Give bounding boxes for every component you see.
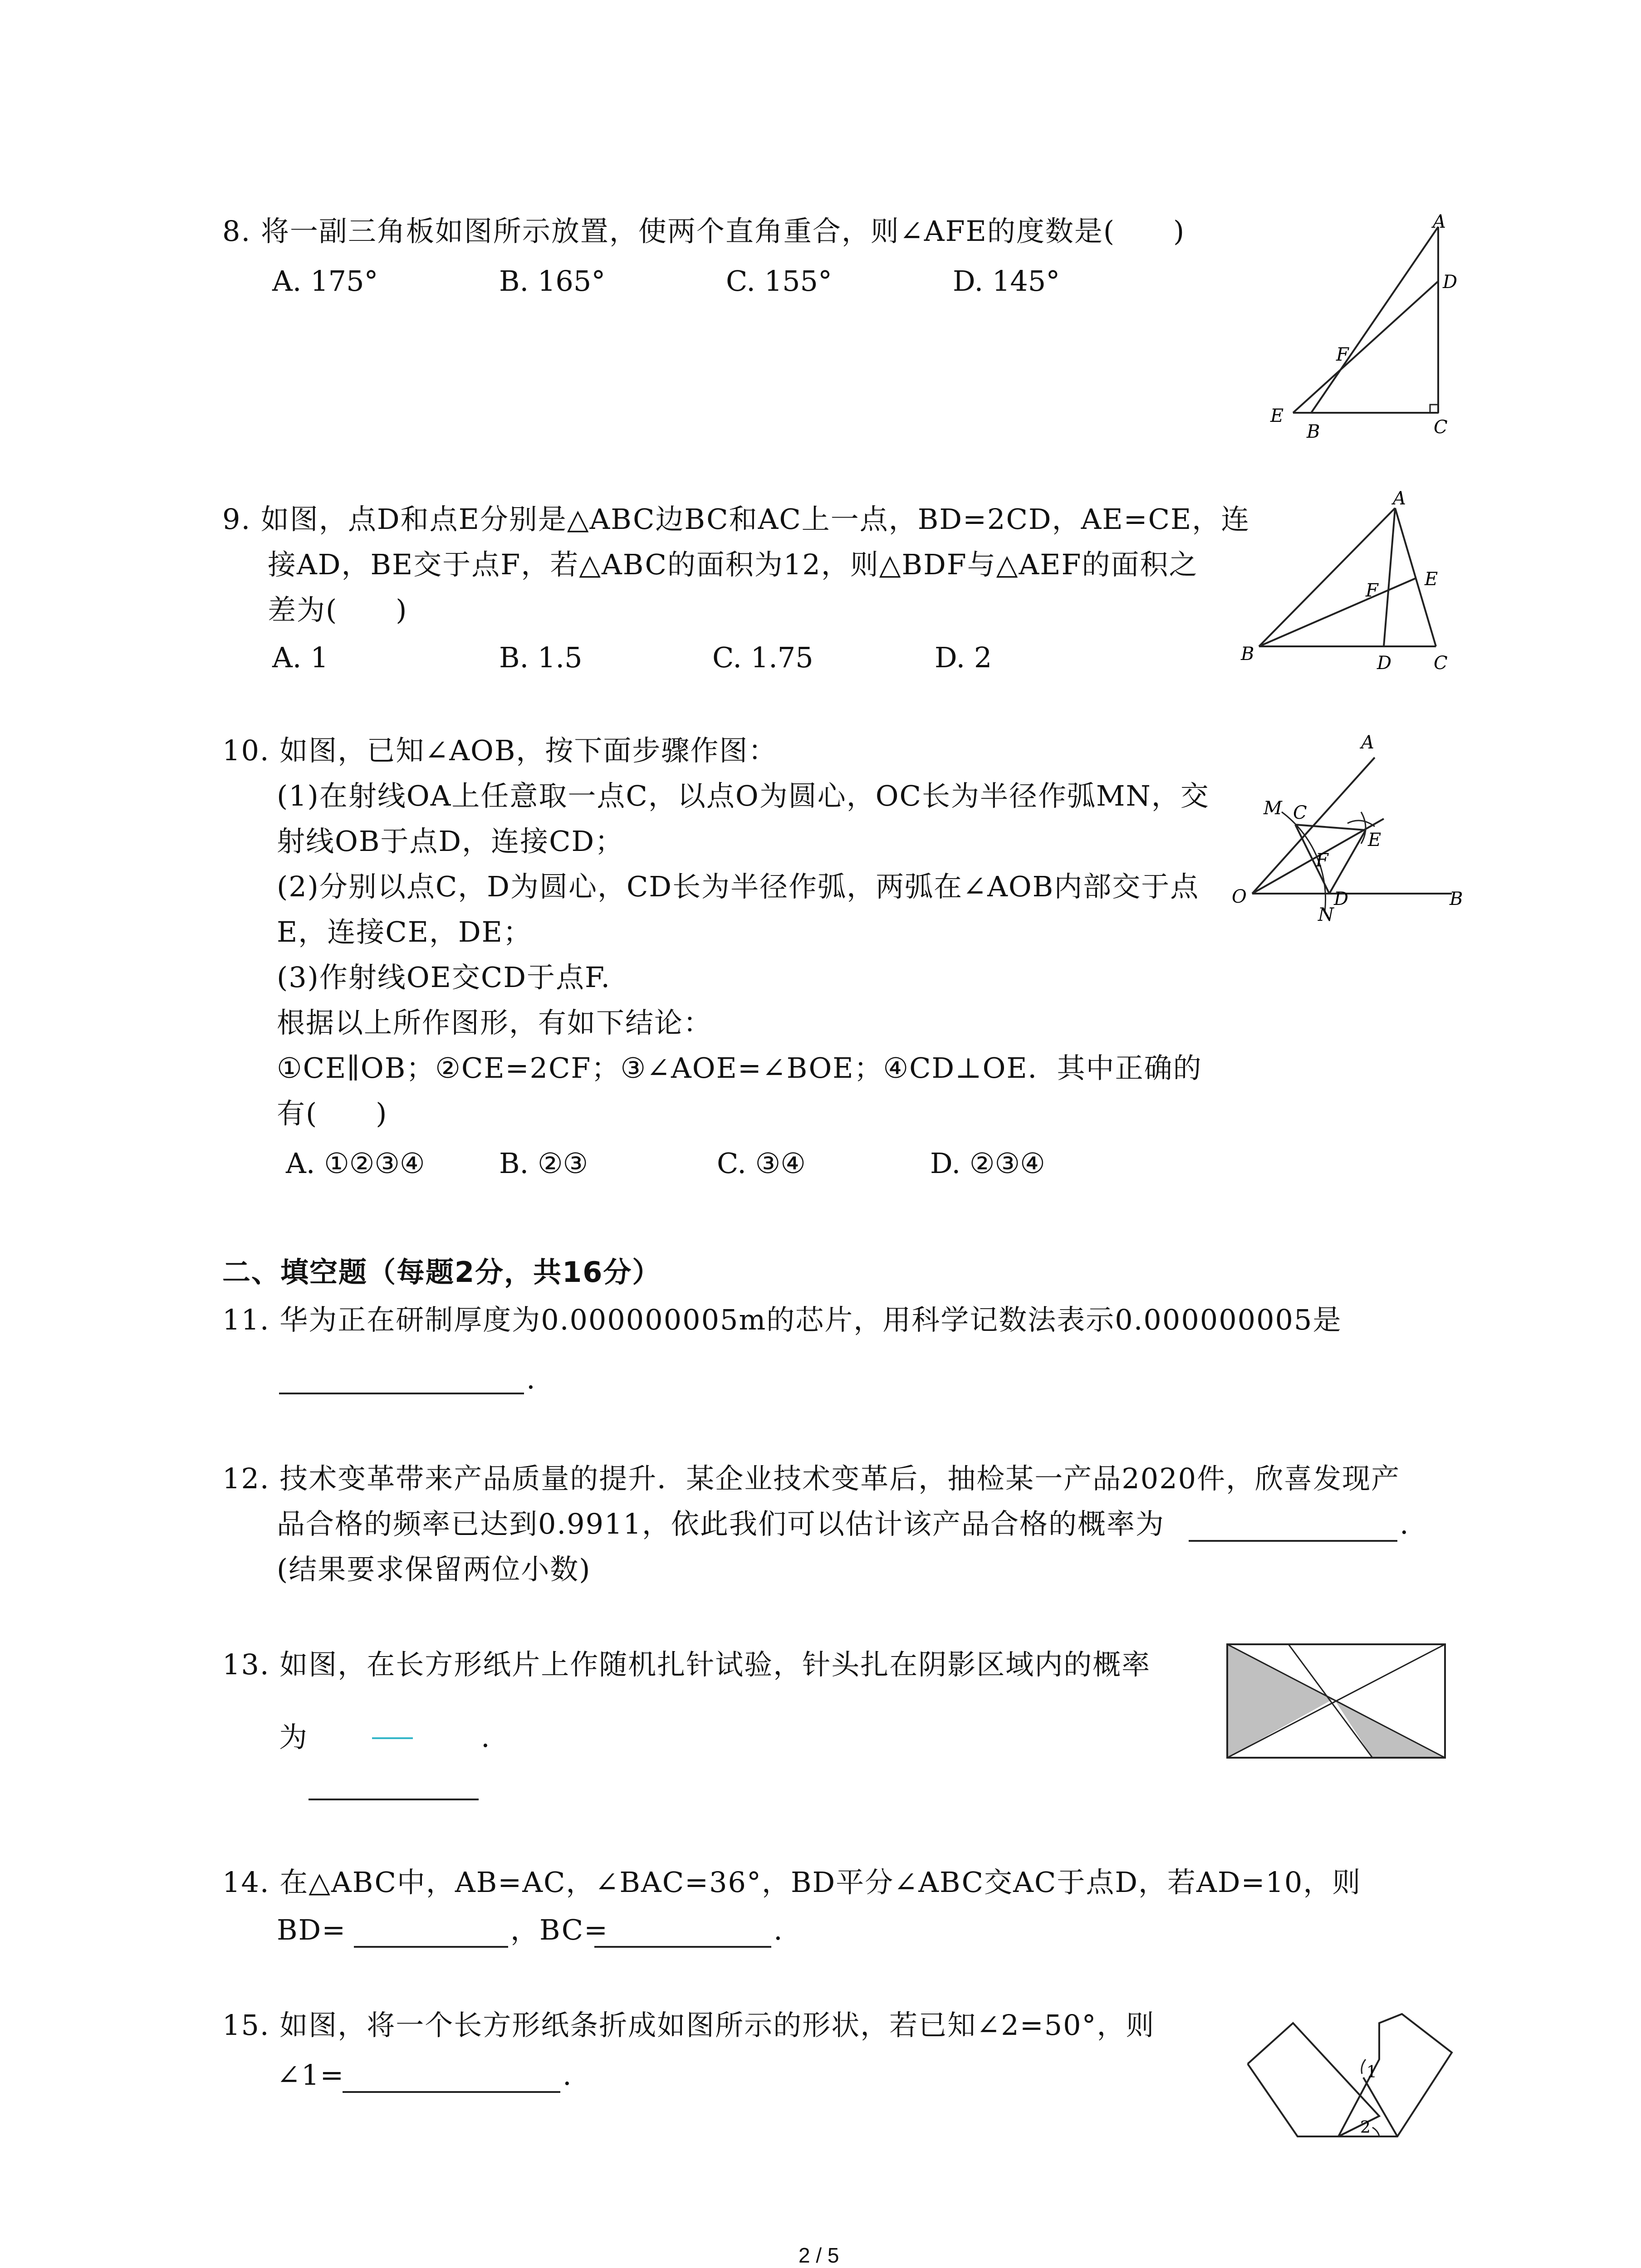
q10-label-o: O — [1232, 886, 1247, 907]
q14-bc-blank — [594, 1946, 771, 1948]
q10-line4: (2)分别以点C，D为圆心，CD长为半径作弧，两弧在∠AOB内部交于点 — [277, 870, 1200, 903]
q10-label-c: C — [1293, 802, 1307, 823]
q15-end: . — [563, 2058, 573, 2092]
q14-bd: BD= — [277, 1913, 347, 1946]
q10-option-d: D. ②③④ — [930, 1147, 1045, 1180]
q12-line1: 12. 技术变革带来产品质量的提升．某企业技术变革后，抽检某一产品2020件，欣喜发现产 — [222, 1462, 1401, 1495]
q10-option-b: B. ②③ — [499, 1147, 588, 1180]
q15-angle: ∠1= — [277, 2058, 345, 2092]
section-2-title: 二、填空题（每题2分，共16分） — [222, 1256, 661, 1289]
q12-line2: 品合格的频率已达到0.9911，依此我们可以估计该产品合格的概率为 — [277, 1507, 1165, 1540]
q8-label-f: F — [1336, 344, 1349, 365]
q9-option-d: D. 2 — [935, 641, 992, 674]
q9-line3: 差为( ) — [268, 593, 408, 626]
q9-label-c: C — [1434, 653, 1448, 674]
q10-label-n: N — [1318, 904, 1334, 925]
q10-label-b: B — [1450, 889, 1463, 909]
q9-line1: 9. 如图，点D和点E分别是△ABC边BC和AC上一点，BD=2CD，AE=CE，连 — [222, 503, 1250, 536]
q9-figure — [1234, 490, 1488, 680]
q8-figure — [1252, 209, 1461, 445]
q10-line3: 射线OB于点D，连接CD； — [277, 825, 624, 858]
q13-answer-blank — [309, 1799, 479, 1800]
q14-bd-blank — [354, 1946, 508, 1948]
q9-option-c: C. 1.75 — [712, 641, 813, 674]
q9-option-a: A. 1 — [272, 641, 328, 674]
q9-option-b: B. 1.5 — [499, 641, 583, 674]
q13-prefix: 为 — [279, 1721, 309, 1754]
q8-label-a: A — [1433, 211, 1446, 232]
q14-end: . — [774, 1913, 784, 1946]
q9-line2: 接AD，BE交于点F，若△ABC的面积为12，则△BDF与△AEF的面积之 — [268, 548, 1198, 581]
q13-line1: 13. 如图，在长方形纸片上作随机扎针试验，针头扎在阴影区域内的概率 — [222, 1648, 1151, 1681]
q10-label-e: E — [1368, 830, 1381, 850]
q8-option-b: B. 165° — [499, 264, 606, 298]
q10-line7: 根据以上所作图形，有如下结论： — [277, 1006, 713, 1039]
q13-end: . — [481, 1721, 491, 1754]
q15-label-2: 2 — [1360, 2118, 1371, 2137]
q13-figure — [1225, 1642, 1447, 1765]
q10-line8: ①CE∥OB；②CE=2CF；③∠AOE=∠BOE；④CD⊥OE．其中正确的 — [277, 1051, 1202, 1085]
q10-line2: (1)在射线OA上任意取一点C，以点O为圆心，OC长为半径作弧MN，交 — [277, 779, 1210, 812]
q11-end: . — [526, 1362, 536, 1395]
q10-label-d: D — [1334, 889, 1349, 909]
q15-line1: 15. 如图，将一个长方形纸条折成如图所示的形状，若已知∠2=50°，则 — [222, 2009, 1155, 2042]
q8-label-d: D — [1443, 272, 1458, 293]
q9-label-d: D — [1377, 653, 1392, 674]
q12-line3: (结果要求保留两位小数) — [277, 1553, 591, 1586]
q10-line6: (3)作射线OE交CD于点F. — [277, 961, 611, 994]
q10-label-f: F — [1316, 850, 1328, 871]
q10-label-a: A — [1361, 732, 1374, 753]
q10-line5: E，连接CE，DE； — [277, 915, 532, 948]
q8-label-b: B — [1307, 421, 1320, 442]
q9-label-f: F — [1366, 580, 1378, 601]
q10-label-m: M — [1264, 798, 1282, 819]
q14-line1: 14. 在△ABC中，AB=AC，∠BAC=36°，BD平分∠ABC交AC于点D，若AD=10，则 — [222, 1866, 1362, 1899]
q14-bc: ，BC= — [510, 1913, 609, 1946]
q10-line9: 有( ) — [277, 1097, 388, 1130]
q10-line1: 10. 如图，已知∠AOB，按下面步骤作图： — [222, 734, 778, 767]
page-number: 2 / 5 — [798, 2244, 839, 2267]
q8-label-c: C — [1434, 417, 1448, 438]
q9-label-e: E — [1425, 569, 1438, 590]
q8-option-d: D. 145° — [953, 264, 1060, 298]
q9-label-a: A — [1393, 490, 1406, 509]
q13-fraction-bar — [372, 1737, 413, 1739]
q8-option-c: C. 155° — [726, 264, 832, 298]
q10-option-a: A. ①②③④ — [286, 1147, 425, 1180]
q15-label-1: 1 — [1367, 2063, 1377, 2082]
q15-figure — [1243, 2005, 1461, 2141]
q9-label-b: B — [1241, 644, 1254, 665]
q10-figure — [1225, 721, 1479, 930]
q15-answer-blank — [343, 2091, 560, 2093]
q10-option-c: C. ③④ — [717, 1147, 806, 1180]
q12-end: . — [1400, 1507, 1410, 1540]
q11-line1: 11. 华为正在研制厚度为0.000000005m的芯片，用科学记数法表示0.000000005是 — [222, 1303, 1342, 1336]
q8-stem: 8. 将一副三角板如图所示放置，使两个直角重合，则∠AFE的度数是( ) — [222, 215, 1185, 248]
q12-answer-blank — [1189, 1540, 1397, 1542]
q8-option-a: A. 175° — [272, 264, 378, 298]
q8-label-e: E — [1270, 406, 1284, 426]
q11-answer-blank — [279, 1393, 524, 1394]
